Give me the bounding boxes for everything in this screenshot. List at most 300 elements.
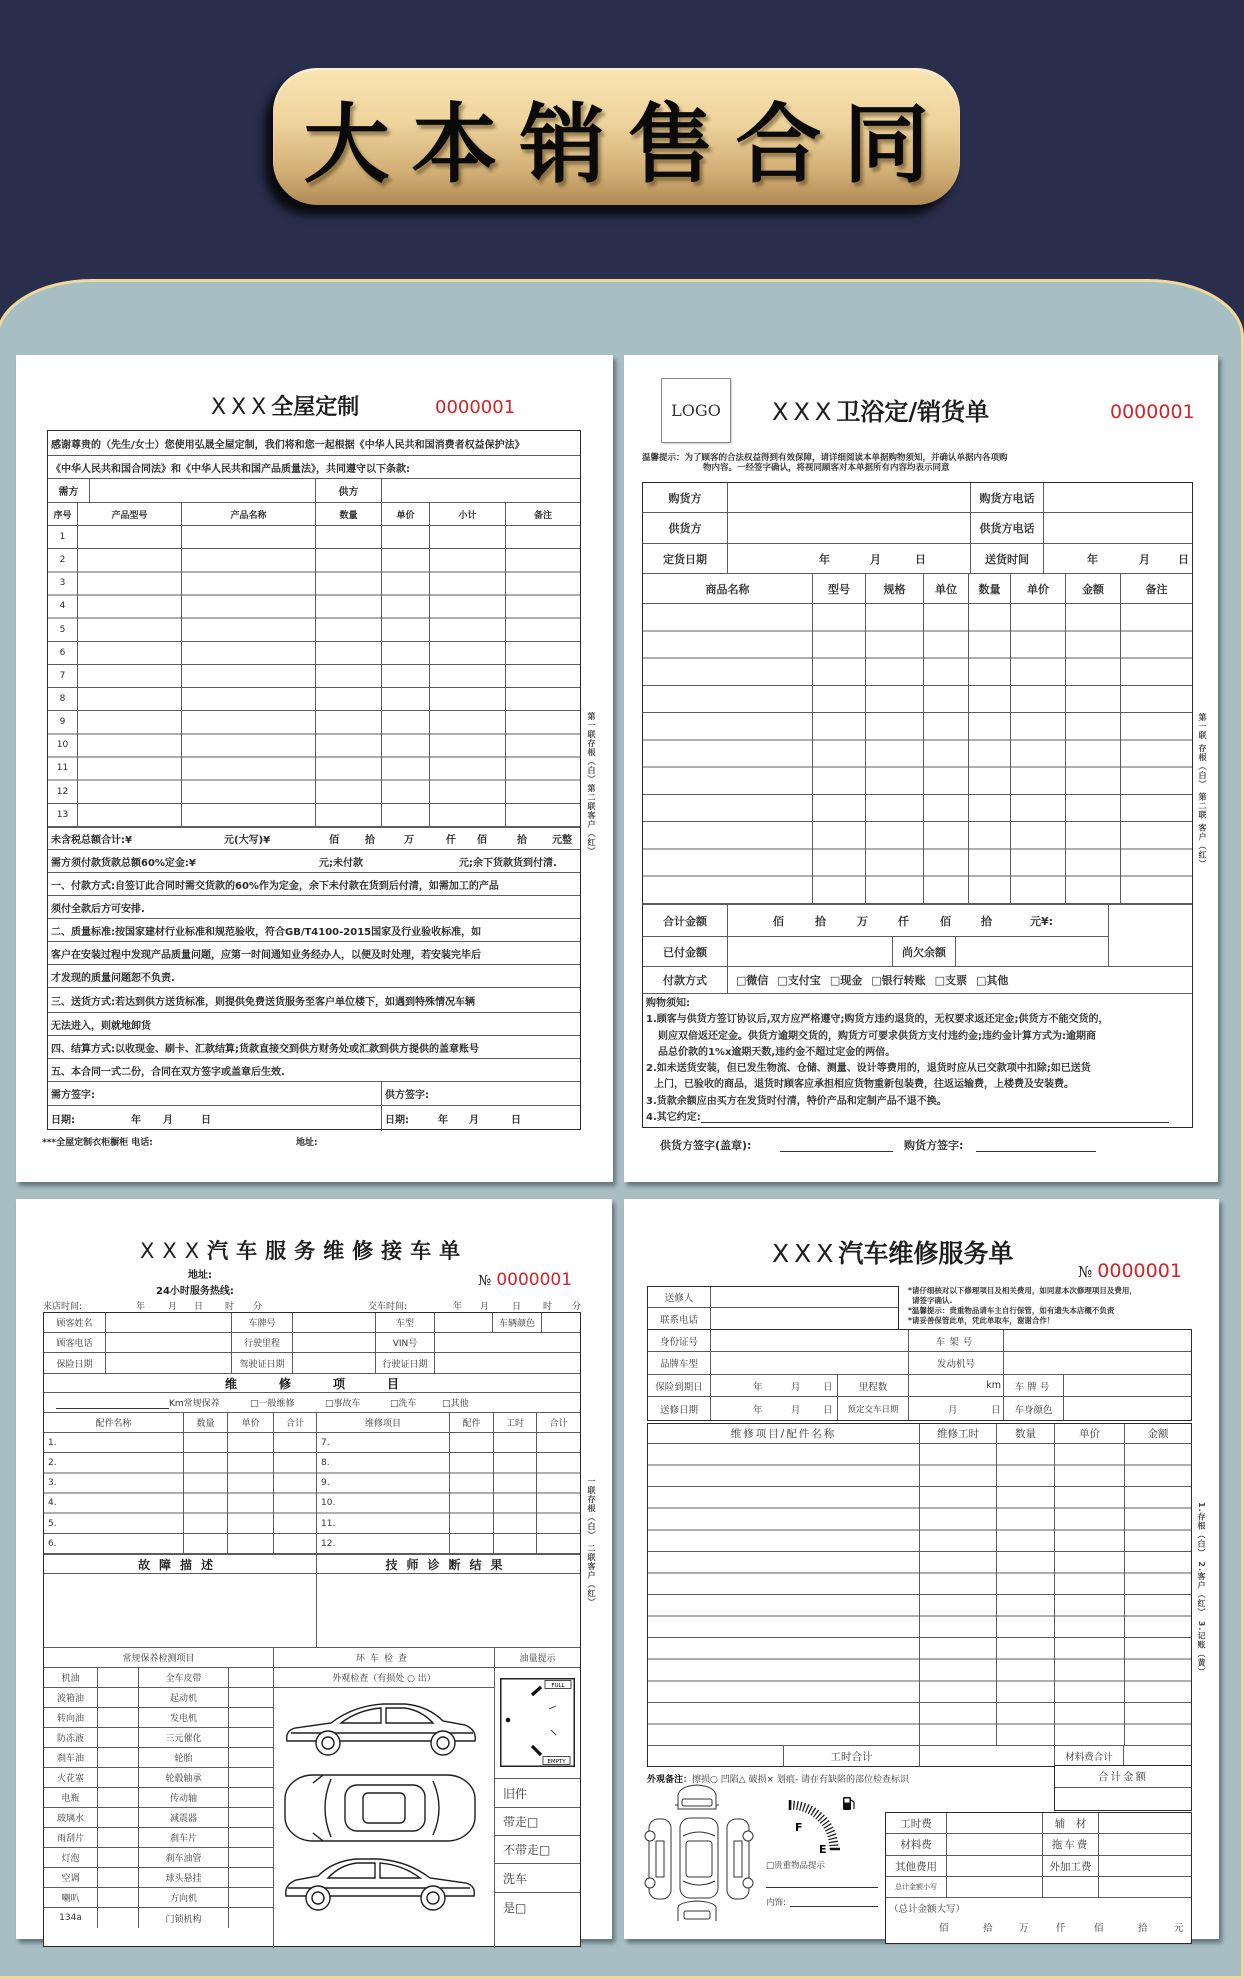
unit-ten-thousand: 万 [857, 914, 868, 928]
car-outline-icons [278, 1695, 483, 1920]
row-number: 8. [321, 1458, 330, 1469]
grand-total-box [1054, 1765, 1192, 1811]
check-box [98, 1848, 139, 1867]
check-item: 轮胎 [139, 1748, 229, 1767]
form-title [140, 1238, 468, 1264]
form-title [772, 1239, 1013, 1269]
diagnosis-title: 技师诊断结果 [385, 1557, 512, 1572]
row-number: 9 [59, 717, 66, 728]
labor-column [494, 1433, 537, 1554]
year-label: 年 [1087, 552, 1098, 566]
number-sign: № [478, 1273, 492, 1289]
check-item: 发电机 [139, 1708, 229, 1727]
purchase-terms [643, 994, 1192, 1129]
clause-text: 须付全款后方可安排. [51, 903, 145, 915]
color-value [542, 1313, 580, 1332]
auxiliary-material-label: 辅 材 [1043, 1813, 1099, 1833]
row-number: 6 [59, 647, 66, 658]
checklist-row [44, 1728, 273, 1748]
title-text: 卫浴定/销货单 [836, 397, 990, 426]
grand-total-label-row [1055, 1766, 1191, 1788]
wash-label: 洗车 [503, 1871, 528, 1886]
fuel-full-label: FULL [551, 1683, 565, 1689]
clause-row [48, 988, 580, 1013]
brand-model-value [711, 1352, 909, 1374]
banner-title: 大本销售合同 [303, 94, 952, 195]
check-box [98, 1808, 139, 1827]
check-box [98, 1828, 139, 1847]
check-box [98, 1668, 139, 1687]
hour-label: 时 [225, 1302, 235, 1312]
model-column [78, 526, 182, 827]
insurance-date-label: 保险日期 [44, 1353, 106, 1373]
clause-row [48, 1013, 580, 1036]
footer-company: ***全屋定制衣柜橱柜 电话: [42, 1138, 153, 1148]
check-item: 三元催化 [139, 1728, 229, 1747]
car-damage-diagram-icon [642, 1781, 762, 1926]
check-box [229, 1668, 273, 1687]
unit-thousand: 仟 [446, 835, 456, 846]
row-number: 1. [48, 1438, 57, 1448]
check-item: 134a [44, 1908, 98, 1928]
blank-cell [648, 1746, 784, 1766]
repair-items-table [647, 1423, 1192, 1767]
body-color-value [1064, 1397, 1191, 1420]
unit-price-column [382, 526, 430, 827]
column-header-subtotal: 小计 [430, 503, 506, 525]
hotline-label: 24小时服务热线: [156, 1286, 234, 1297]
year-label: 年 [438, 1115, 448, 1126]
check-box [229, 1888, 273, 1907]
row-number: 4 [59, 601, 66, 612]
labor-hours-column [920, 1444, 997, 1746]
delivery-time-label: 交车时间: [368, 1302, 408, 1312]
customer-info-row [44, 1353, 580, 1374]
customer-info-row [44, 1313, 580, 1333]
total-lowercase-label: 总计金额小写 [886, 1877, 947, 1897]
capital-label: 元(大写)¥ [224, 835, 271, 846]
intro-row [48, 431, 580, 456]
terms-line: 则应双倍返还定金。供货方逾期交货的，购货方可要求供货方支付违约金;违约金计算方式为:逾期商 [658, 1030, 1096, 1042]
column-header-unit-price: 单价 [1055, 1424, 1125, 1443]
item-rows [643, 604, 1192, 904]
column-header-model: 产品型号 [78, 503, 182, 525]
repair-items-title: 维修项目 [224, 1376, 441, 1391]
order-date-label: 定货日期 [643, 544, 728, 573]
column-header-spec: 规格 [866, 574, 924, 603]
buyer-label: 购货方 [643, 483, 728, 512]
column-header-quantity: 数量 [184, 1413, 228, 1432]
total-uppercase-label: （总计金额大写） [889, 1904, 966, 1915]
column-header-amount: 金额 [1066, 574, 1121, 603]
unit-ten-thousand: 万 [1019, 1923, 1029, 1934]
unit-thousand: 仟 [898, 914, 909, 928]
contact-phone-label: 联系电话 [648, 1308, 711, 1329]
diagnosis-body-row [44, 1574, 580, 1648]
product-name-column [643, 604, 813, 904]
check-box [229, 1748, 273, 1767]
other-fee-value [947, 1856, 1043, 1876]
check-item: 喇叭 [44, 1888, 98, 1907]
car-left-side-icon [645, 1819, 671, 1899]
check-item: 全车皮带 [139, 1668, 229, 1687]
row-number: 5. [48, 1518, 57, 1529]
check-box [98, 1708, 139, 1727]
check-item: 门锁机构 [139, 1908, 229, 1928]
fee-row [886, 1813, 1191, 1834]
buyer-signature: 需方签字: [48, 1082, 382, 1105]
unit-ten: 拾 [983, 1923, 993, 1934]
column-header-product-name: 产品名称 [182, 503, 316, 525]
intro-row [48, 456, 580, 479]
appearance-check-row [274, 1668, 494, 1688]
totals-left [643, 905, 1109, 966]
column-header-unit-price: 单价 [228, 1413, 274, 1432]
day-label: 日 [823, 1404, 833, 1416]
engine-number-value [1004, 1352, 1191, 1374]
fuel-empty-label: E [819, 1843, 827, 1856]
spec-column [866, 604, 924, 904]
check-item: 玻璃水 [44, 1808, 98, 1827]
fault-description-area [44, 1574, 317, 1647]
amount-column [1125, 1444, 1191, 1746]
column-header-total: 合计 [549, 1419, 568, 1429]
material-fee-value [947, 1834, 1043, 1855]
checklist-row [44, 1668, 273, 1688]
seller-label: 供方 [316, 479, 382, 502]
subtotal-column [430, 526, 506, 827]
fuel-full-label: F [795, 1821, 803, 1834]
unit-price-column [1011, 604, 1066, 904]
signature-row [48, 1082, 580, 1106]
customer-phone-label: 顾客电话 [44, 1333, 106, 1352]
sales-table [642, 482, 1193, 1128]
towing-fee-value [1099, 1834, 1191, 1855]
other-fee-label: 其他费用 [886, 1856, 947, 1876]
plate-label: 车牌号 [1004, 1375, 1064, 1396]
seller-signature: 供方签字: [385, 1090, 429, 1101]
payment-option-alipay: □支付宝 [777, 974, 821, 987]
customer-name-label: 顾客姓名 [44, 1313, 106, 1332]
row-number: 11 [56, 763, 69, 774]
fault-description-title: 故障描述 [44, 1555, 317, 1573]
column-header-total: 合计 [274, 1413, 317, 1432]
insurance-date-value [106, 1353, 232, 1373]
diagnosis-header-row [44, 1554, 580, 1574]
labor-fee-value [947, 1813, 1043, 1833]
row-number: 12 [56, 786, 69, 797]
total-column [537, 1433, 580, 1554]
paid-label: 已付金额 [643, 937, 728, 967]
balance-label: 元;余下货款货到付清. [459, 857, 557, 869]
balance-label: 尚欠余额 [893, 937, 956, 967]
unit-hundred: 佰 [940, 914, 951, 928]
row-number: 13 [56, 809, 69, 820]
unit-column [924, 604, 969, 904]
terms-line: 4.其它约定: [646, 1112, 701, 1124]
column-header-labor: 工时 [494, 1413, 537, 1432]
buyer-phone-label: 购货方电话 [971, 483, 1044, 512]
model-column [813, 604, 866, 904]
checklist-row [44, 1848, 273, 1868]
check-item: 电瓶 [44, 1788, 98, 1807]
quantity-column [316, 526, 382, 827]
serial-number: 0000001 [1110, 401, 1195, 423]
clause-text: 无法进入，则就地卸货 [51, 1020, 151, 1032]
column-header-unit-price: 单价 [382, 503, 430, 525]
delivery-time-label: 送货时间 [971, 544, 1044, 573]
unit-ten: 拾 [981, 914, 992, 928]
check-box [229, 1908, 273, 1928]
material-fee-label: 材料费 [886, 1834, 947, 1855]
appearance-note-text: 擦损○ 凹陷△ 破损× 划痕- 请在有缺陷的部位检查标识 [692, 1775, 910, 1785]
note-line: *请仔细核对以下修理项目及相关费用，如同意本次修理项目及费用， [908, 1286, 1137, 1295]
fuel-empty-label: EMPTY [547, 1759, 566, 1765]
column-header-unit-price: 单价 [1011, 574, 1066, 603]
old-parts-label: 旧件 [503, 1786, 528, 1801]
unit-thousand: 仟 [1056, 1923, 1066, 1934]
quantity-column [997, 1444, 1055, 1746]
body-color-label: 车身颜色 [1004, 1397, 1064, 1420]
check-box [98, 1748, 139, 1767]
unit-hundred: 佰 [1094, 1923, 1104, 1934]
check-item: 机油 [44, 1668, 98, 1687]
grand-total-value-row [1055, 1788, 1191, 1809]
customer-name-value [106, 1313, 232, 1332]
unit-ten: 拾 [517, 835, 527, 846]
customer-info-row [44, 1333, 580, 1353]
column-header-quantity: 数量 [997, 1424, 1055, 1443]
year-label: 年 [753, 1381, 763, 1393]
mileage-label: 行驶里程 [232, 1333, 293, 1352]
car-service-reception-form [16, 1199, 612, 1939]
subtotal-row [648, 1746, 1191, 1766]
fee-row [886, 1834, 1191, 1856]
buyer-label: 需方 [48, 479, 90, 502]
option-wash: □洗车 [390, 1399, 417, 1409]
check-box [98, 1888, 139, 1907]
id-number-label: 身份证号 [648, 1330, 711, 1351]
check-box [98, 1688, 139, 1707]
column-header-parts: 配件 [450, 1413, 494, 1432]
arrival-time-label: 来店时间: [43, 1302, 83, 1312]
repair-item-rows [648, 1444, 1191, 1746]
row-number: 3. [48, 1478, 57, 1489]
order-date-value [728, 544, 971, 573]
supplier-phone-label: 供货方电话 [971, 513, 1044, 543]
take-away-checkbox: 带走□ [503, 1815, 539, 1829]
plate-value [293, 1313, 376, 1332]
amount-column [1066, 604, 1121, 904]
notice-line: 物内容。一经签字确认，将视同顾客对本单据所有内容均表示同意 [703, 463, 950, 473]
logo-placeholder: LOGO [661, 378, 731, 443]
payment-option-check: □支票 [934, 974, 968, 987]
date-label: 日期: [51, 1115, 75, 1126]
date-row [48, 1106, 580, 1131]
check-box [229, 1788, 273, 1807]
clause-row [48, 965, 580, 988]
check-box [229, 1768, 273, 1787]
fuel-header [495, 1648, 580, 1668]
day-label: 日 [512, 1302, 522, 1312]
quantity-column [184, 1433, 228, 1554]
supplier-phone-value [1044, 513, 1192, 543]
title-prefix: XXX [772, 398, 837, 426]
km-maintenance-label: Km常规保养 [169, 1399, 220, 1409]
car-top-view-icon [680, 1818, 718, 1898]
check-item: 转向油 [44, 1708, 98, 1727]
total-column [274, 1433, 317, 1554]
bathroom-sales-form [624, 355, 1218, 1182]
car-front-view-icon [675, 1785, 719, 1809]
column-header-model: 型号 [813, 574, 866, 603]
old-parts-row [495, 1779, 580, 1808]
check-box [229, 1808, 273, 1827]
total-amount-row [643, 905, 1108, 937]
check-item: 火花塞 [44, 1768, 98, 1787]
blank-cell [1043, 1877, 1099, 1897]
auxiliary-material-value [1099, 1813, 1191, 1833]
row-number: 1 [59, 532, 66, 542]
total-uppercase-row [886, 1898, 1191, 1943]
month-label: 月 [480, 1302, 490, 1312]
year-label: 年 [453, 1302, 463, 1312]
check-box [229, 1688, 273, 1707]
remarks-column [1121, 604, 1192, 904]
month-label: 月 [948, 1404, 958, 1416]
hour-label: 时 [543, 1302, 553, 1312]
date-label: 日期: [385, 1115, 409, 1126]
copy-note: 第一联存根（白）第二联客户（红） [587, 712, 596, 856]
month-label: 月 [469, 1115, 479, 1126]
row-number: 2. [48, 1458, 57, 1469]
id-number-value [711, 1330, 909, 1351]
contact-row [648, 1308, 898, 1329]
unit-hundred: 佰 [329, 835, 339, 846]
month-label: 月 [791, 1381, 801, 1393]
column-header-unit: 单位 [924, 574, 969, 603]
payment-option-other: □其他 [976, 974, 1009, 987]
car-side-view-icon [286, 1859, 475, 1910]
appearance-check-label: 外观检查（有损处 ○ 出） [332, 1674, 436, 1684]
checklist-row [44, 1688, 273, 1708]
notice-line: 温馨提示：为了顾客的合法权益得到有效保障，请详细阅读本单据购物须知，并确认单据内各项购 [642, 453, 1008, 463]
column-header-product-name: 商品名称 [643, 574, 813, 603]
check-item: 球头悬挂 [139, 1868, 229, 1887]
check-box [98, 1868, 139, 1887]
column-header-repair-item: 维修项目 [317, 1413, 450, 1432]
form-title [211, 393, 359, 422]
buyer-phone-value [1044, 483, 1192, 512]
plate-value [1064, 1375, 1191, 1396]
material-total-value [1124, 1746, 1191, 1766]
expected-delivery-label: 预定交车日期 [838, 1397, 909, 1420]
table-header-row [648, 1424, 1191, 1444]
sender-row [648, 1287, 898, 1308]
check-item: 波箱油 [44, 1688, 98, 1707]
day-label: 日 [194, 1302, 204, 1312]
supplier-row [643, 513, 1192, 544]
copy-note: 1.存根（白） 2.客户（红） 3.记账（黄） [1197, 1502, 1206, 1677]
license-date-value [293, 1353, 376, 1373]
check-box [229, 1728, 273, 1747]
unit-price-column [228, 1433, 274, 1554]
check-item: 传动轴 [139, 1788, 229, 1807]
check-box [229, 1708, 273, 1727]
parties-row [48, 479, 580, 503]
labor-fee-label: 工时费 [886, 1813, 947, 1833]
insurance-expiry-value [711, 1375, 838, 1396]
checklist-row [44, 1908, 273, 1928]
option-accident: □事故车 [325, 1399, 361, 1409]
row-number: 10 [56, 740, 69, 751]
total-label: 合计金额 [643, 905, 728, 936]
car-repair-service-form [624, 1199, 1219, 1939]
day-label: 日 [201, 1115, 211, 1126]
column-header-quantity: 数量 [316, 503, 382, 525]
title-text: 汽车服务维修接车单 [207, 1238, 469, 1263]
checklist-row [44, 1708, 273, 1728]
checklist-row [44, 1868, 273, 1888]
checklist-row [44, 1888, 273, 1908]
car-top-view-icon [285, 1775, 475, 1841]
number-sign: № [1078, 1263, 1093, 1281]
payment-option-wechat: □微信 [736, 974, 769, 987]
year-label: 年 [819, 552, 830, 566]
terms-line: 品总价款的1%x逾期天数,违约金不超过定金的两倍。 [658, 1046, 896, 1058]
row-number-column [48, 526, 78, 827]
fuel-pump-icon [843, 1797, 854, 1810]
clause-row [48, 873, 580, 896]
column-header-quantity: 数量 [969, 574, 1011, 603]
other-agreement-line [701, 1122, 1169, 1123]
appearance-note-label: 外观备注： [647, 1775, 693, 1785]
registration-date-value [435, 1353, 580, 1373]
copy-note: 第一联 存根（白） 第二联 客户（红） [1198, 713, 1207, 869]
table-header-row [48, 503, 580, 526]
fuel-title: 油量提示 [519, 1654, 556, 1664]
terms-line: 1.顾客与供货方签订协议后,双方应严格遵守;购货方违约退货的，无权要求返还定金;供货方不能交货的， [646, 1014, 1109, 1026]
payment-method-row [643, 967, 1192, 994]
checklist-row [44, 1828, 273, 1848]
wash-yes-checkbox: 是□ [503, 1900, 527, 1915]
color-label: 车辆颜色 [493, 1313, 542, 1332]
repair-date-label: 送修日期 [648, 1397, 711, 1420]
registration-date-label: 行驶证日期 [376, 1353, 435, 1373]
note-line: 请签字确认. [912, 1296, 953, 1305]
title-prefix: XXX [211, 395, 272, 420]
labor-total-value [920, 1746, 1055, 1766]
mileage-label: 里程数 [838, 1375, 909, 1396]
remarks-column [506, 526, 580, 827]
row-number: 3 [59, 578, 66, 589]
walkaround-header [274, 1648, 494, 1668]
deposit-row [48, 850, 580, 873]
unit-ten-thousand: 万 [404, 835, 414, 846]
wash-yes-row [495, 1893, 580, 1921]
towing-fee-label: 拖车费 [1043, 1834, 1099, 1855]
vehicle-info-table [647, 1329, 1192, 1421]
outsourcing-fee-label: 外加工费 [1043, 1856, 1099, 1876]
table-header-row [643, 574, 1192, 604]
unit-hundred: 佰 [773, 914, 784, 928]
grand-total-value [1055, 1788, 1191, 1809]
parts-column [450, 1433, 494, 1554]
row-number: 5 [59, 624, 66, 635]
month-label: 月 [791, 1404, 801, 1416]
row-number: 8 [59, 693, 66, 704]
product-rows [48, 526, 580, 827]
